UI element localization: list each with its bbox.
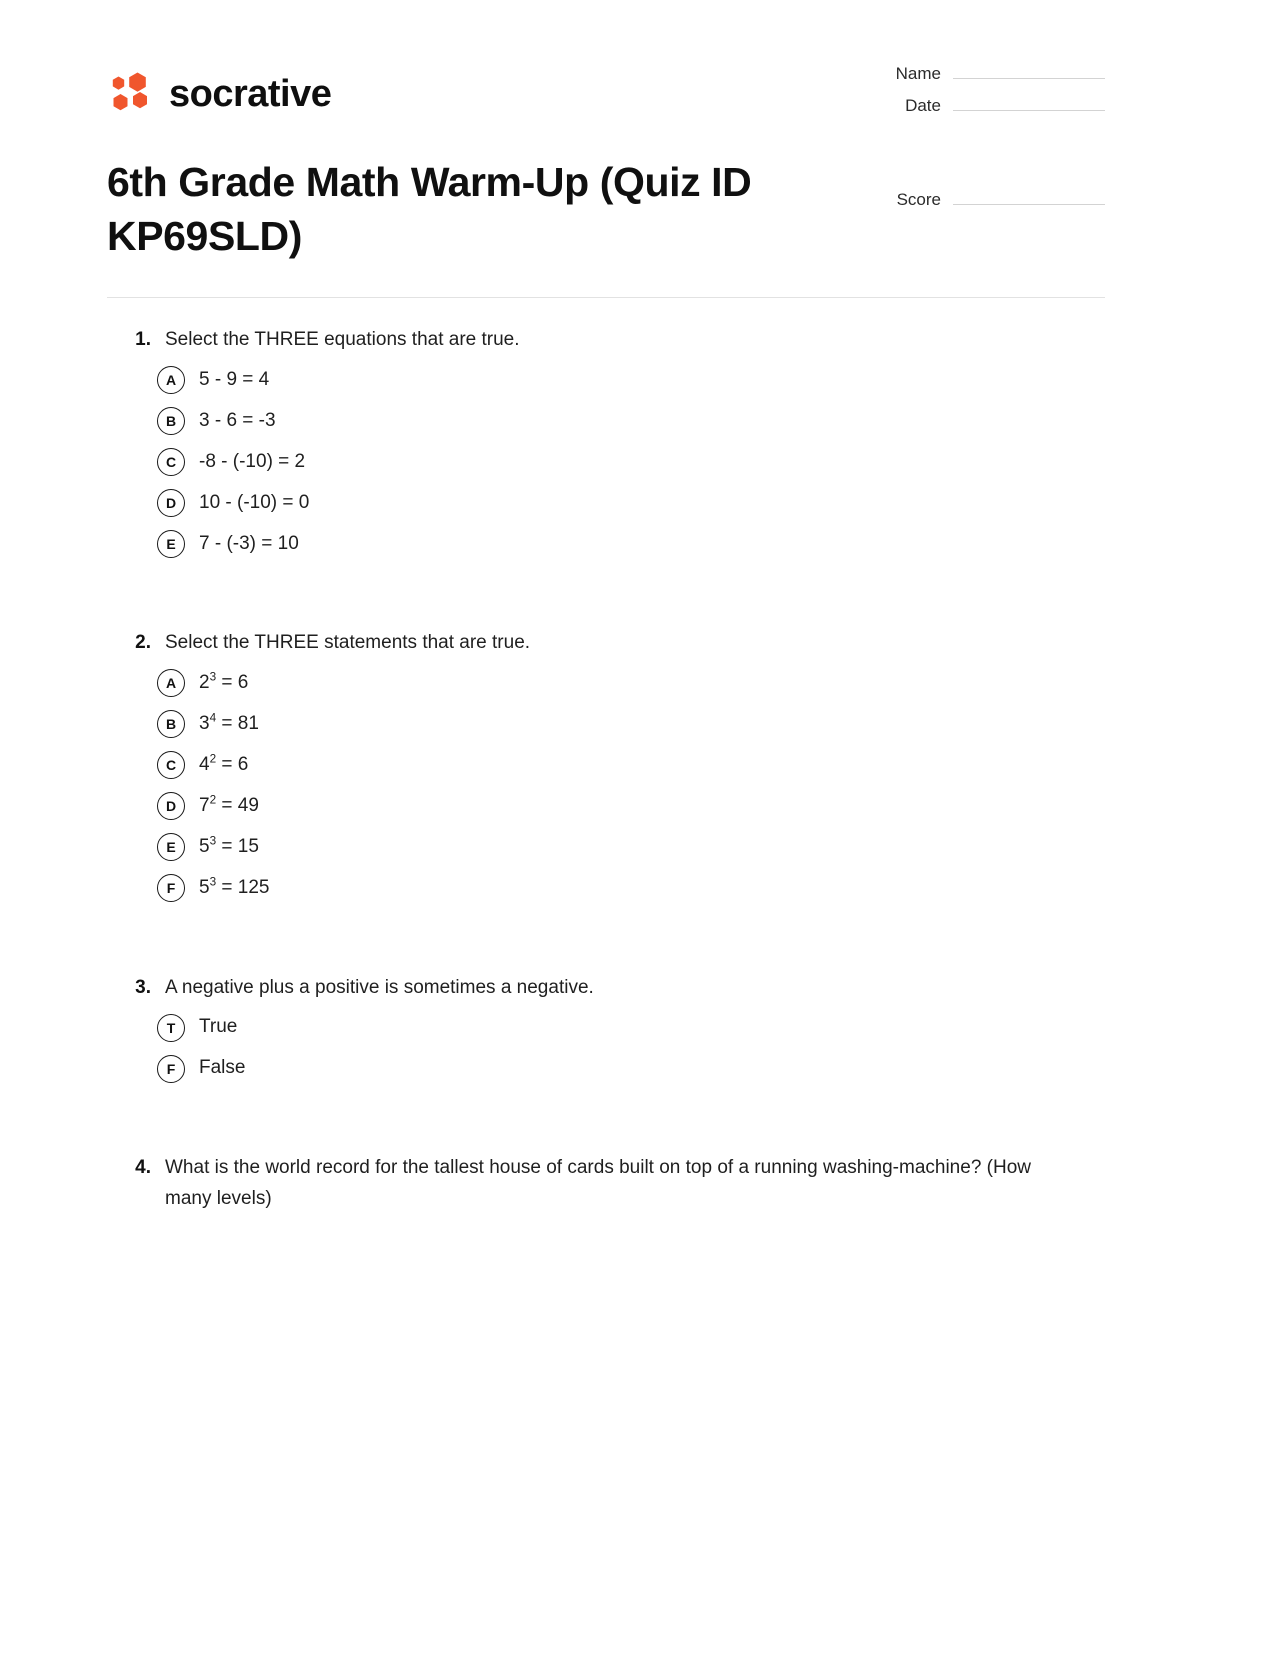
answer-option[interactable] bbox=[107, 786, 1105, 827]
page-title: 6th Grade Math Warm-Up (Quiz ID KP69SLD) bbox=[107, 159, 752, 260]
option-label: 10 - (-10) = 0 bbox=[199, 491, 310, 513]
question-number: 1. bbox=[135, 329, 151, 350]
option-label bbox=[199, 875, 269, 902]
date-label: Date bbox=[905, 96, 941, 115]
questions-list bbox=[107, 325, 1105, 1254]
answer-option[interactable] bbox=[107, 400, 1105, 441]
exponent-base: 2 bbox=[199, 671, 210, 693]
answer-option[interactable] bbox=[107, 663, 1105, 704]
name-label: Name bbox=[895, 64, 941, 83]
option-label: -8 - (-10) = 2 bbox=[199, 450, 306, 472]
question-prompt: What is the world record for the tallest house of cards built on top of a running washing-machine? (How many levels) bbox=[165, 1157, 1032, 1209]
question-item bbox=[107, 973, 1105, 1089]
option-label bbox=[199, 793, 259, 820]
exponent-power: 2 bbox=[209, 752, 217, 766]
exponent-base: 5 bbox=[199, 876, 210, 898]
question-number: 3. bbox=[135, 976, 151, 998]
name-field-row bbox=[865, 60, 1105, 84]
exponent-base: 7 bbox=[199, 794, 210, 816]
answer-option[interactable] bbox=[107, 482, 1105, 523]
answer-options bbox=[107, 1007, 1105, 1089]
option-bubble[interactable]: F bbox=[157, 874, 185, 902]
question-header bbox=[107, 1153, 1105, 1214]
option-bubble[interactable]: A bbox=[157, 669, 185, 697]
name-input-line[interactable] bbox=[953, 60, 1105, 79]
option-bubble[interactable]: B bbox=[157, 407, 185, 435]
answer-options bbox=[107, 359, 1105, 564]
equation-tail: = 6 bbox=[216, 671, 249, 693]
option-bubble[interactable]: A bbox=[157, 366, 185, 394]
option-label: False bbox=[199, 1057, 246, 1079]
option-label: 3 - 6 = -3 bbox=[199, 409, 276, 431]
option-bubble[interactable]: D bbox=[157, 792, 185, 820]
equation-tail: = 125 bbox=[216, 876, 270, 898]
section-spacer bbox=[107, 604, 1105, 628]
equation-tail: = 15 bbox=[216, 835, 259, 857]
question-number: 4. bbox=[135, 1157, 151, 1179]
option-bubble[interactable]: E bbox=[157, 530, 185, 558]
brand-name: socrative bbox=[169, 73, 332, 115]
question-item bbox=[107, 628, 1105, 908]
question-header bbox=[107, 628, 1105, 658]
section-spacer bbox=[107, 1129, 1105, 1153]
question-header bbox=[107, 973, 1105, 1003]
socrative-hexagon-logo-icon bbox=[107, 70, 155, 118]
option-bubble[interactable]: C bbox=[157, 751, 185, 779]
option-bubble[interactable]: F bbox=[157, 1055, 185, 1083]
answer-option[interactable] bbox=[107, 441, 1105, 482]
question-prompt: Select the THREE statements that are true. bbox=[165, 632, 531, 654]
answer-options bbox=[107, 663, 1105, 909]
option-label bbox=[199, 670, 248, 697]
option-bubble[interactable]: C bbox=[157, 448, 185, 476]
option-label bbox=[199, 834, 259, 861]
option-bubble[interactable]: T bbox=[157, 1014, 185, 1042]
question-item bbox=[107, 1153, 1105, 1214]
score-field-row bbox=[865, 186, 1105, 210]
question-number: 2. bbox=[135, 632, 151, 654]
answer-option[interactable] bbox=[107, 1048, 1105, 1089]
answer-option[interactable] bbox=[107, 868, 1105, 909]
equation-tail: = 81 bbox=[216, 712, 259, 734]
section-spacer bbox=[107, 949, 1105, 973]
exponent-power: 2 bbox=[209, 793, 217, 807]
page-header bbox=[107, 60, 1105, 260]
question-prompt: Select the THREE equations that are true. bbox=[165, 329, 520, 350]
exponent-base: 5 bbox=[199, 835, 210, 857]
answer-option[interactable] bbox=[107, 704, 1105, 745]
exponent-power: 4 bbox=[209, 711, 217, 725]
option-bubble[interactable]: E bbox=[157, 833, 185, 861]
option-label bbox=[199, 711, 259, 738]
score-label: Score bbox=[896, 190, 941, 209]
exponent-base: 4 bbox=[199, 753, 210, 775]
answer-option[interactable] bbox=[107, 745, 1105, 786]
date-input-line[interactable] bbox=[953, 92, 1105, 111]
option-label: 7 - (-3) = 10 bbox=[199, 532, 299, 554]
option-label: True bbox=[199, 1016, 238, 1038]
option-label: 5 - 9 = 4 bbox=[199, 368, 270, 390]
score-input-line[interactable] bbox=[953, 186, 1105, 205]
question-header bbox=[107, 325, 1105, 355]
date-field-row bbox=[865, 92, 1105, 116]
answer-option[interactable] bbox=[107, 1007, 1105, 1048]
option-bubble[interactable]: D bbox=[157, 489, 185, 517]
exponent-power: 3 bbox=[209, 875, 217, 889]
header-divider bbox=[107, 297, 1105, 298]
socrative-logo bbox=[107, 70, 331, 118]
answer-option[interactable] bbox=[107, 523, 1105, 564]
answer-option[interactable] bbox=[107, 827, 1105, 868]
question-item bbox=[107, 325, 1105, 564]
option-label bbox=[199, 752, 248, 779]
exponent-power: 3 bbox=[209, 670, 217, 684]
question-prompt: A negative plus a positive is sometimes a negative. bbox=[165, 976, 594, 998]
student-info-fields bbox=[865, 60, 1105, 218]
exponent-base: 3 bbox=[199, 712, 210, 734]
answer-option[interactable] bbox=[107, 359, 1105, 400]
exponent-power: 3 bbox=[209, 834, 217, 848]
equation-tail: = 49 bbox=[216, 794, 259, 816]
option-bubble[interactable]: B bbox=[157, 710, 185, 738]
equation-tail: = 6 bbox=[216, 753, 249, 775]
